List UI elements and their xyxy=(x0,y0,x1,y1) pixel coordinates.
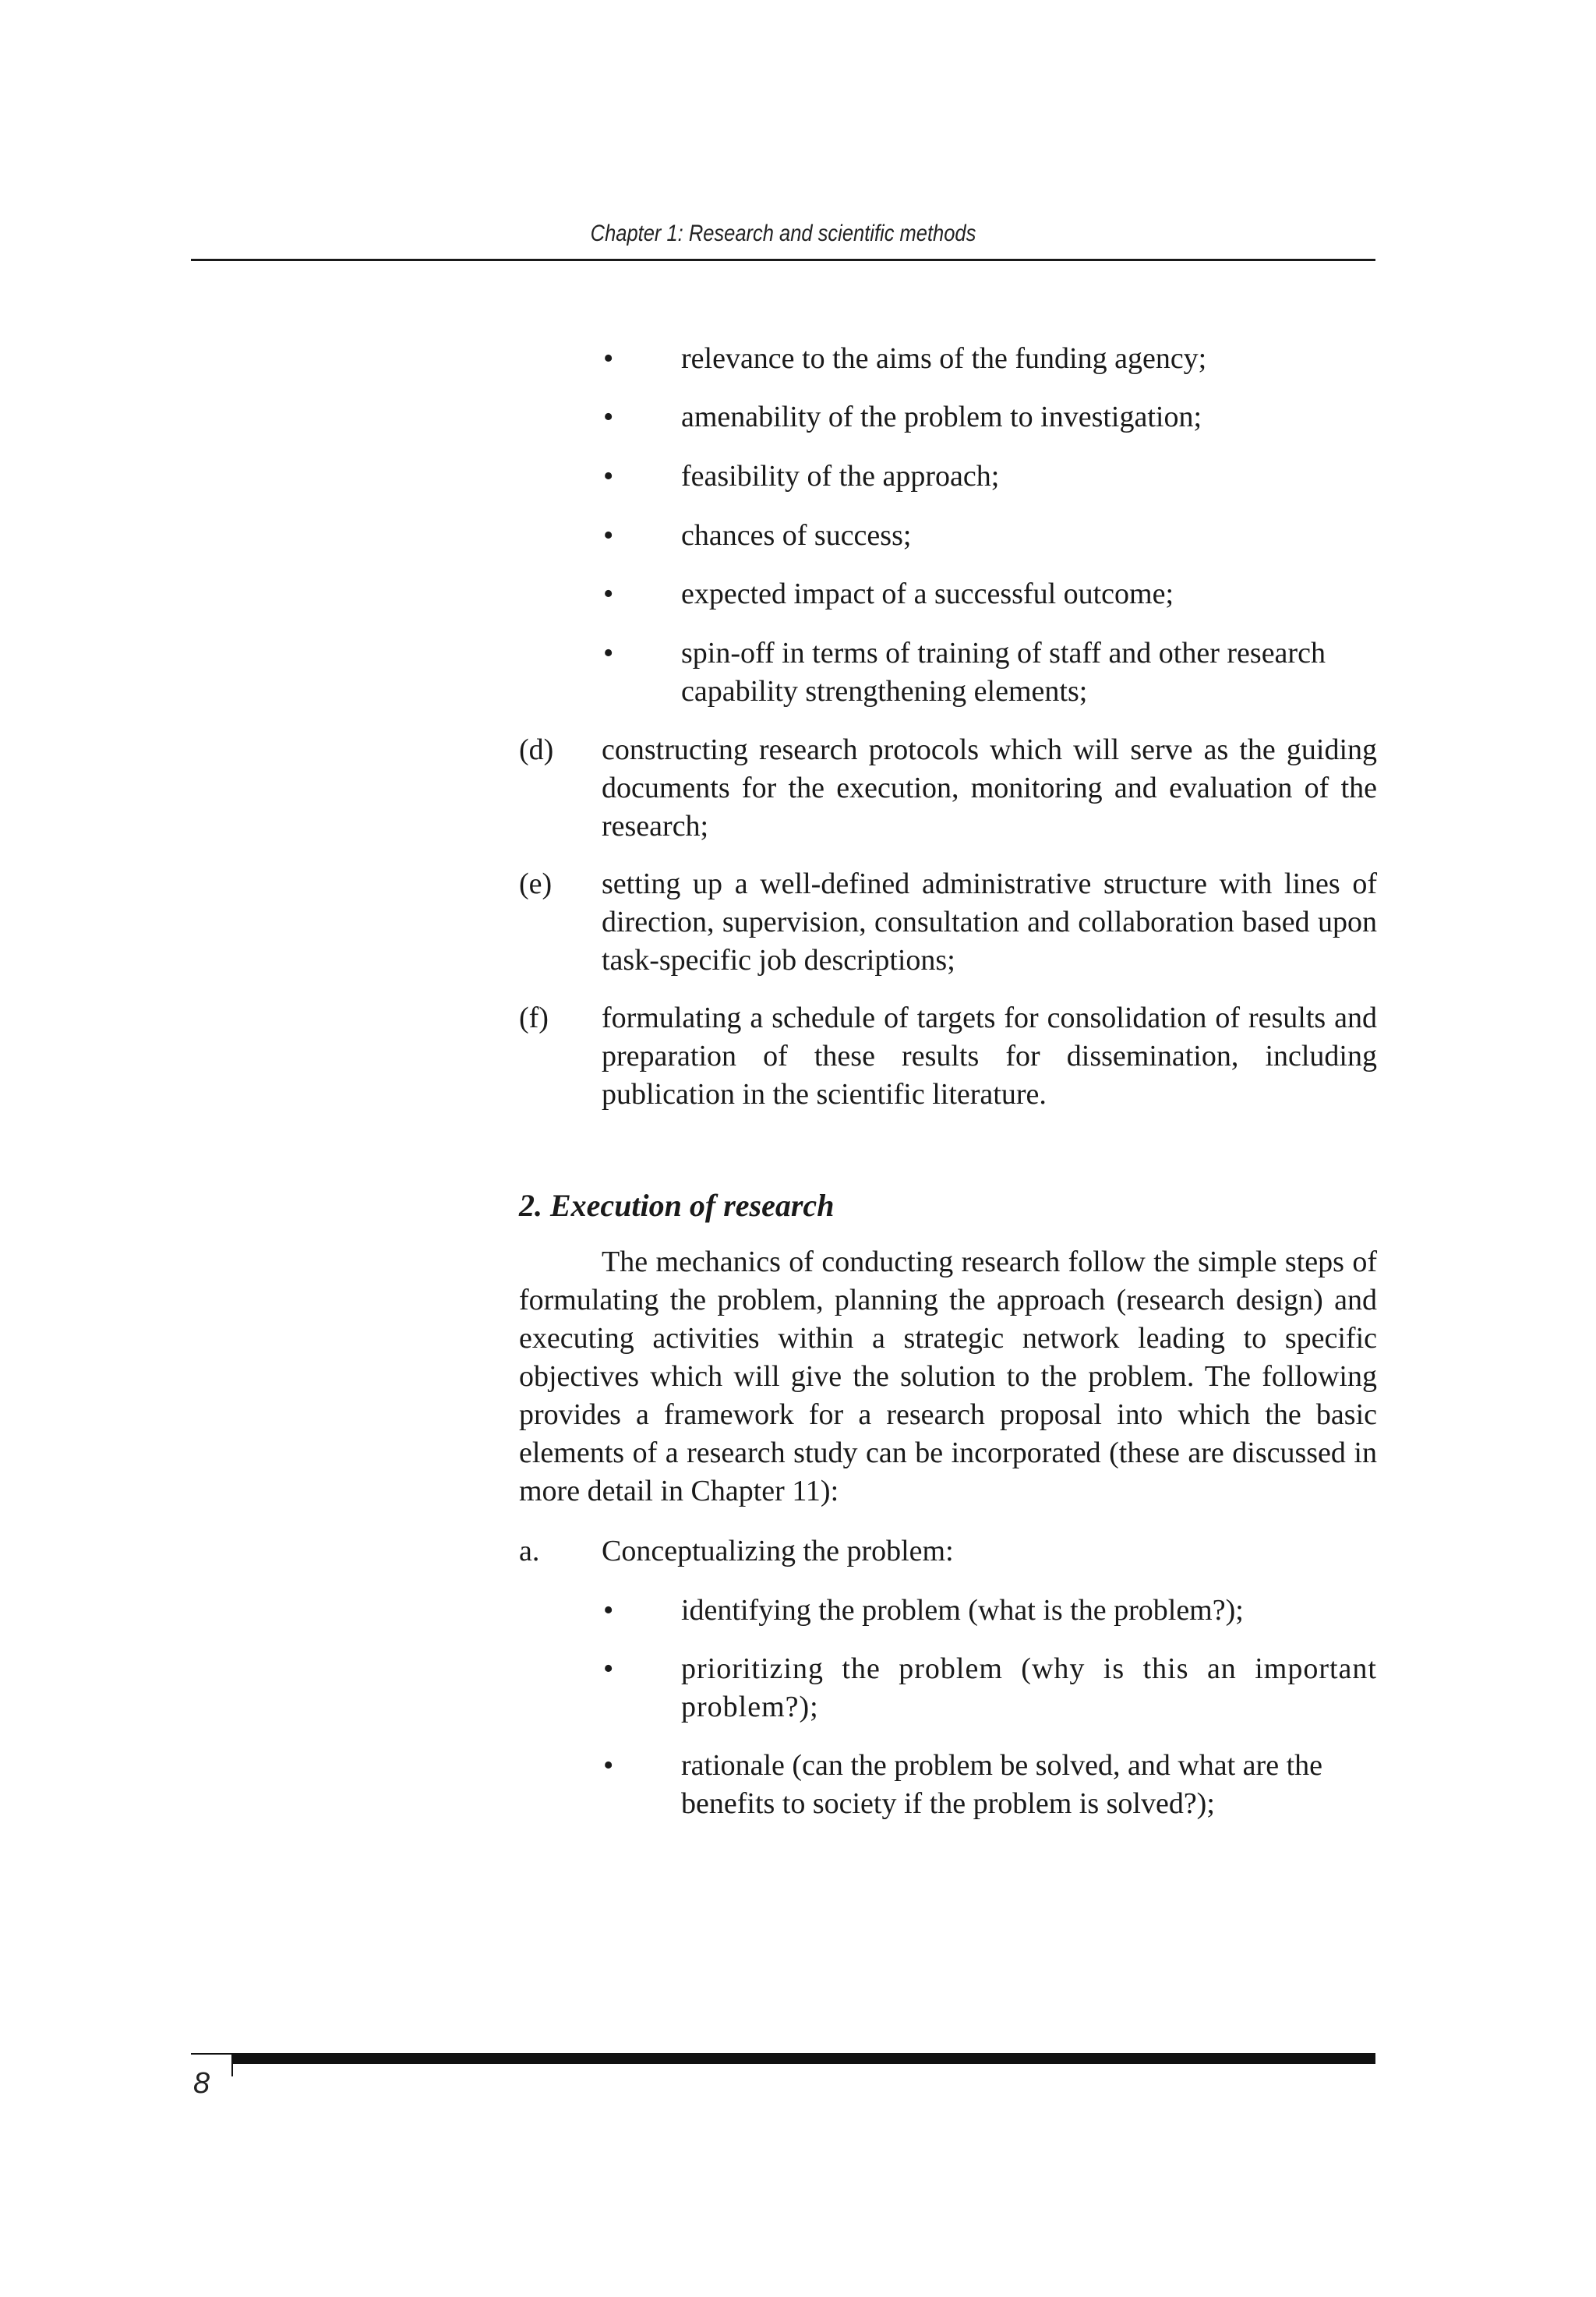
footer-corner-line xyxy=(191,2053,232,2055)
bullet-item-chances: chances of success; xyxy=(681,519,912,552)
bullet-marker: • xyxy=(603,519,614,552)
bullet-item-identifying: identifying the problem (what is the problem?); xyxy=(681,1594,1244,1627)
bullet-marker: • xyxy=(603,460,614,493)
item-label-d: (d) xyxy=(519,733,554,766)
section-paragraph: The mechanics of conducting research follow the simple steps of formulating the problem, planning the approach (research design) and executing activities within a strategic network leading to specific objectives which will give the solution to the problem. The following provides a framework for a research proposal into which the basic elements of a research study can be incorporated (these are discussed in more detail in Chapter 11): xyxy=(519,1246,1377,1507)
sub-item-label: a. xyxy=(519,1535,540,1567)
bullet-item-feasibility: feasibility of the approach; xyxy=(681,460,1000,493)
bullet-marker: • xyxy=(603,401,614,433)
bullet-item-spin-off: spin-off in terms of training of staff and other research capability strengthening elements; xyxy=(681,637,1326,708)
bullet-item-funding-relevance: relevance to the aims of the funding agency; xyxy=(681,342,1207,375)
item-text-d: constructing research protocols which will serve as the guiding documents for the execution, monitoring and evaluation of the research; xyxy=(602,733,1377,843)
item-label-e: (e) xyxy=(519,868,553,900)
running-head: Chapter 1: Research and scientific methods xyxy=(590,221,976,246)
bullet-marker: • xyxy=(603,637,614,670)
sub-item-text: Conceptualizing the problem: xyxy=(602,1535,954,1567)
bullet-marker: • xyxy=(603,1652,614,1685)
bullet-item-amenability: amenability of the problem to investigation; xyxy=(681,401,1202,433)
item-label-f: (f) xyxy=(519,1002,549,1034)
bullet-marker: • xyxy=(603,1594,614,1627)
footer-corner-tick xyxy=(231,2053,233,2076)
section-heading: 2. Execution of research xyxy=(519,1188,835,1223)
bullet-marker: • xyxy=(603,578,614,610)
bullet-marker: • xyxy=(603,1749,614,1782)
item-text-f: formulating a schedule of targets for consolidation of results and preparation of these results for dissemination, including publication in the scientific literature. xyxy=(602,1002,1377,1111)
header-rule xyxy=(191,259,1375,261)
bullet-item-impact: expected impact of a successful outcome; xyxy=(681,578,1174,610)
bullet-item-rationale: rationale (can the problem be solved, and what are the benefits to society if the problem is solved?); xyxy=(681,1749,1322,1820)
item-text-e: setting up a well-defined administrative structure with lines of direction, supervision, consultation and collaboration based upon task-specific job descriptions; xyxy=(602,868,1377,977)
bullet-item-prioritizing: prioritizing the problem (why is this an important problem?); xyxy=(681,1652,1377,1723)
page-number: 8 xyxy=(193,2067,210,2100)
bullet-marker: • xyxy=(603,342,614,375)
footer-rule xyxy=(232,2053,1375,2064)
